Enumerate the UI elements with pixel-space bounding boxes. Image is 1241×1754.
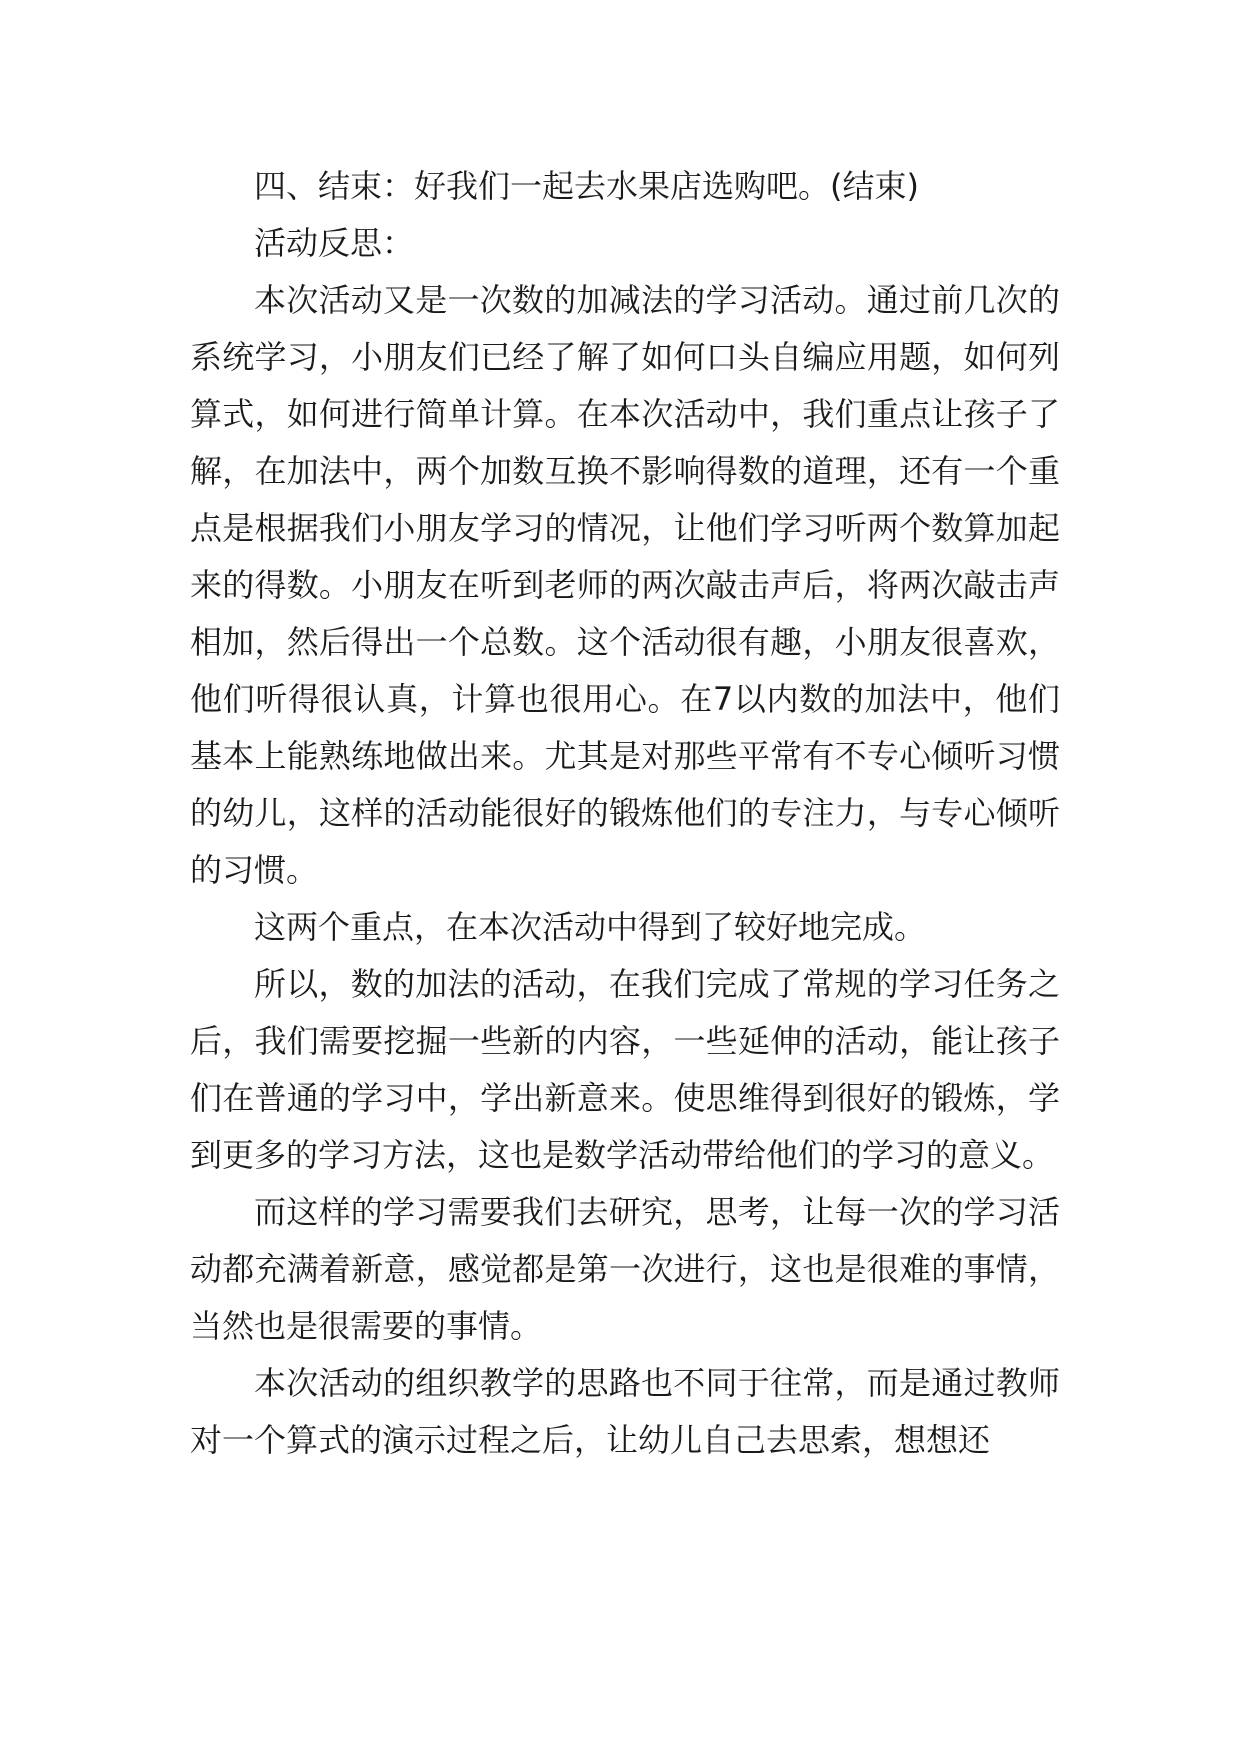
- paragraph-ending: 四、结束：好我们一起去水果店选购吧。(结束): [254, 167, 919, 205]
- paragraph-reflection-2: 这两个重点，在本次活动中得到了较好地完成。: [254, 908, 927, 946]
- paragraph-reflection-3: 所以，数的加法的活动，在我们完成了常规的学习任务之后，我们需要挖掘一些新的内容，一些延伸的活动，能让孩子们在普通的学习中，学出新意来。使思维得到很好的锻炼，学到更多的学习方法，这也是数学活动带给他们的学习的意义。: [190, 965, 1060, 1174]
- body-text: [190, 158, 1060, 1469]
- paragraph-reflection-heading: 活动反思：: [254, 224, 415, 262]
- paragraph-reflection-5: 本次活动的组织教学的思路也不同于往常，而是通过教师对一个算式的演示过程之后，让幼儿自己去思索，想想还: [190, 1364, 1060, 1459]
- paragraph-reflection-4: 而这样的学习需要我们去研究，思考，让每一次的学习活动都充满着新意，感觉都是第一次进行，这也是很难的事情，当然也是很需要的事情。: [190, 1193, 1060, 1345]
- paragraph-reflection-1: 本次活动又是一次数的加减法的学习活动。通过前几次的系统学习，小朋友们已经了解了如何口头自编应用题，如何列算式，如何进行简单计算。在本次活动中，我们重点让孩子了解，在加法中，两个加数互换不影响得数的道理，还有一个重点是根据我们小朋友学习的情况，让他们学习听两个数算加起来的得数。小朋友在听到老师的两次敲击声后，将两次敲击声相加，然后得出一个总数。这个活动很有趣，小朋友很喜欢，他们听得很认真，计算也很用心。在7以内数的加法中，他们基本上能熟练地做出来。尤其是对那些平常有不专心倾听习惯的幼儿，这样的活动能很好的锻炼他们的专注力，与专心倾听的习惯。: [190, 281, 1060, 889]
